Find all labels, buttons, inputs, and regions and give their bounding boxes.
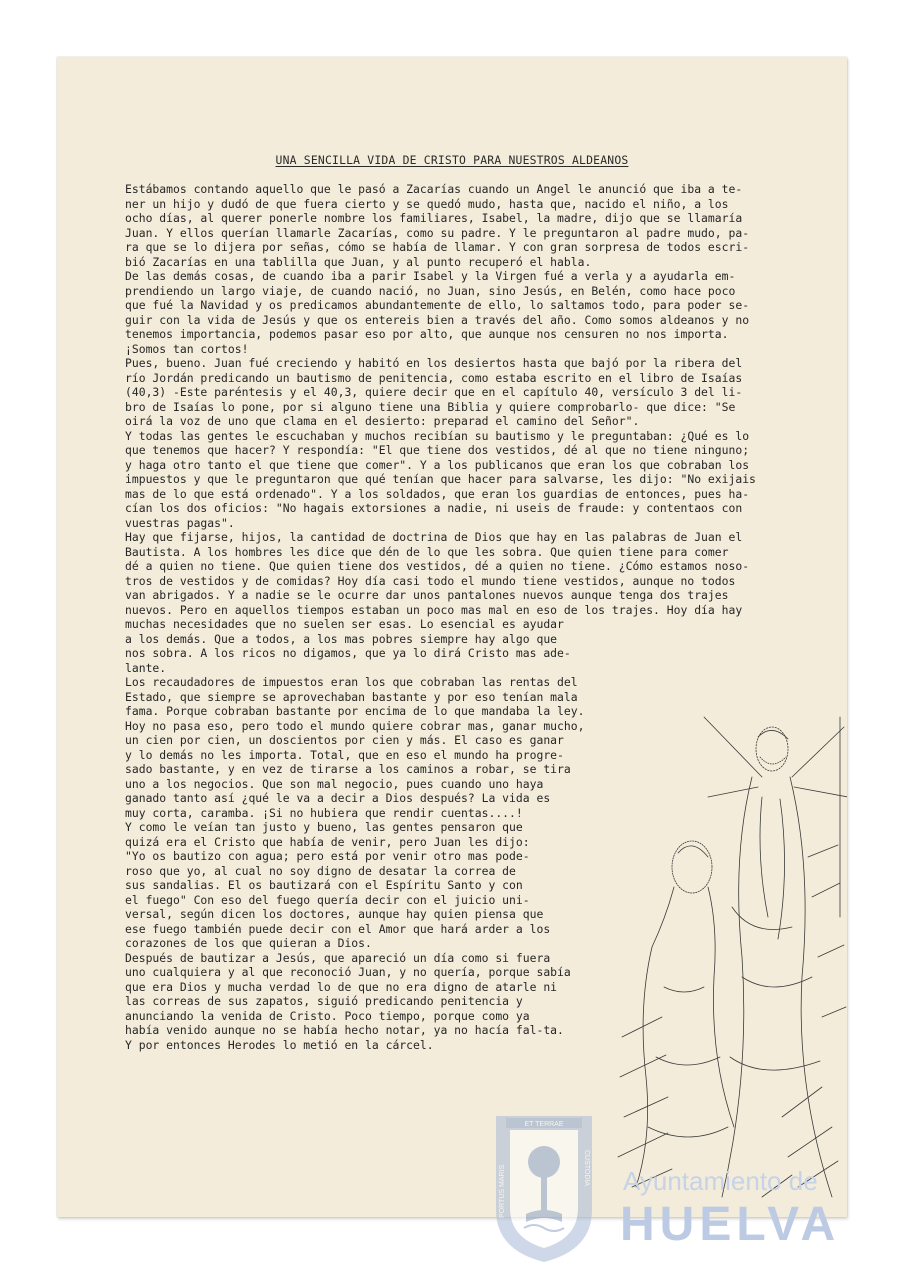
text-line: y lo demás no les importa. Total, que en eso el mundo ha progre- [125, 747, 564, 762]
text-line: uno a los negocios. Que son mal negocio, pues cuando uno haya [125, 776, 544, 791]
text-line: prendiendo un largo viaje, de cuando nació, no Juan, sino Jesús, en Belén, como hace poco [125, 283, 736, 298]
text-line: dé a quien no tiene. Que quien tiene dos vestidos, dé a quien no tiene. ¿Cómo estamos noso- [125, 559, 750, 573]
text-line: Y todas las gentes le escuchaban y muchos recibían su bautismo y le preguntaban: ¿Qué es lo [125, 428, 750, 443]
text-line: oirá la voz de uno que clama en el desierto: preparad el camino del Señor". [125, 414, 640, 428]
text-line: nos sobra. A los ricos no digamos, que ya lo dirá Cristo mas ade- [125, 646, 571, 660]
text-line: roso que yo, al cual no soy digno de desatar la correa de [125, 863, 516, 878]
text-line: muchas necesidades que no suelen ser esas. Lo esencial es ayudar [125, 617, 564, 631]
text-line: el fuego" Con eso del fuego quería decir con el juicio uni- [125, 892, 530, 907]
text-line: a los demás. Que a todos, a los mas pobres siempre hay algo que [125, 631, 558, 646]
document-page [57, 57, 847, 1217]
text-line: que tenemos que hacer? Y respondía: "El que tiene dos vestidos, dé al que no tiene ninguno; [125, 443, 750, 457]
text-line: ¡Somos tan cortos! [125, 341, 249, 356]
text-line: impuestos y que le preguntaron que qué tenían que hacer para salvarse, les dijo: "No exijais [125, 472, 756, 486]
text-line: lante. [125, 660, 167, 675]
shield-top-text: ET TERRAE [524, 1121, 564, 1128]
text-line: Y por entonces Herodes lo metió en la cárcel. [125, 1037, 434, 1052]
text-line: un cien por cien, un doscientos por cien y más. El caso es ganar [125, 733, 564, 747]
text-line: Y como le veían tan justo y bueno, las gentes pensaron que [125, 820, 523, 834]
text-line: ese fuego también puede decir con el Amor que hará arder a los [125, 921, 551, 936]
text-line: que era Dios y mucha verdad lo de que no era digno de atarle ni [125, 979, 558, 994]
text-line: Los recaudadores de impuestos eran los que cobraban las rentas del [125, 675, 578, 689]
text-line: "Yo os bautizo con agua; pero está por venir otro mas pode- [125, 849, 530, 863]
text-line: y haga otro tanto el que tiene que comer". Y a los publicanos que eran los que cobraban los [125, 457, 750, 472]
watermark [488, 1110, 841, 1270]
text-line: ganado tanto así ¿qué le va a decir a Dios después? La vida es [125, 791, 551, 805]
text-line: vuestras pagas". [125, 515, 235, 530]
text-line: Bautista. A los hombres les dice que dén de lo que les sobra. Que quien tiene para comer [125, 544, 729, 559]
text-line: río Jordán predicando un bautismo de penitencia, como estaba escrito en el libro de Isaías [125, 370, 743, 385]
text-line: bro de Isaías lo pone, por si alguno tiene una Biblia y quiere comprobarlo- que dice: "Se [125, 399, 736, 414]
watermark-line2: HUELVA [620, 1198, 841, 1251]
text-line: había venido aunque no se había hecho notar, ya no hacía fal-ta. [125, 1023, 564, 1037]
text-line: fama. Porque cobraban bastante por encima de lo que mandaba la ley. [125, 704, 585, 718]
text-line: que fué la Navidad y os predicamos abundantemente de ello, lo saltamos todo, para poder se- [125, 298, 750, 312]
text-line: Hoy no pasa eso, pero todo el mundo quiere cobrar mas, ganar mucho, [125, 718, 585, 733]
text-line: bió Zacarías en una tablilla que Juan, y al punto recuperó el habla. [125, 254, 592, 269]
text-line: Pues, bueno. Juan fué creciendo y habitó en los desiertos hasta que bajó por la ribera del [125, 356, 743, 370]
text-line: ra que se lo dijera por señas, cómo se había de llamar. Y con gran sorpresa de todos escri- [125, 240, 750, 254]
text-line: tros de vestidos y de comidas? Hoy día casi todo el mundo tiene vestidos, aunque no todos [125, 573, 736, 588]
text-line: mas de lo que está ordenado". Y a los soldados, que eran los guardias de entonces, pues ha- [125, 486, 750, 501]
text-line: Juan. Y ellos querían llamarle Zacarías, como su padre. Y le preguntaron al padre mudo, pa- [125, 225, 750, 240]
huelva-coat-of-arms-icon [488, 1110, 600, 1265]
shield-right-text: CUSTODIA [583, 1150, 590, 1187]
document-title: UNA SENCILLA VIDA DE CRISTO PARA NUESTROS ALDEANOS [275, 153, 629, 167]
text-line: sus sandalias. El os bautizará con el Espíritu Santo y con [125, 878, 523, 892]
text-line: muy corta, caramba. ¡Si no hubiera que rendir cuentas....! [125, 805, 523, 820]
text-line: ner un hijo y dudó de que fuera cierto y se quedó mudo, hasta que, nacido el niño, a los [125, 196, 729, 211]
shield-left-text: PORTUS MARIS [499, 1164, 506, 1218]
text-line: ocho días, al querer ponerle nombre los familiares, Isabel, la madre, dijo que se llamaría [125, 211, 743, 225]
text-line: sado bastante, y en vez de tirarse a los caminos a robar, se tira [125, 762, 571, 776]
text-line: van abrigados. Y a nadie se le ocurre dar unos pantalones nuevos aunque tenga dos trajes [125, 588, 729, 602]
text-line: (40,3) -Este paréntesis y el 40,3, quiere decir que en el capítulo 40, versículo 3 del li- [125, 385, 743, 399]
text-line: uno cualquiera y al que reconoció Juan, y no quería, porque sabía [125, 965, 571, 979]
text-line: las correas de sus zapatos, siguió predicando penitencia y [125, 994, 523, 1008]
text-line: guir con la vida de Jesús y que os entereis bien a través del año. Como somos aldeanos y no [125, 312, 750, 327]
text-line: nuevos. Pero en aquellos tiempos estaban un poco mas mal en eso de los trajes. Hoy día hay [125, 602, 743, 617]
text-line: versal, según dicen los doctores, aunque hay quien piensa que [125, 907, 544, 921]
text-line: cían los dos oficios: "No hagais extorsiones a nadie, ni useis de fraude: y contentaos con [125, 501, 743, 515]
text-line: De las demás cosas, de cuando iba a parir Isabel y la Virgen fué a verla y a ayudarla em- [125, 269, 736, 283]
text-line: Después de bautizar a Jesús, que apareció un día como si fuera [125, 950, 551, 965]
text-line: quizá era el Cristo que había de venir, pero Juan les dijo: [125, 834, 530, 849]
text-line: corazones de los que quieran a Dios. [125, 936, 372, 950]
watermark-line1: Ayuntamiento de [623, 1166, 818, 1196]
text-line: anunciando la venida de Cristo. Poco tiempo, porque como ya [125, 1008, 530, 1023]
text-line: tenemos importancia, podemos pasar eso por alto, que aunque nos censuren no nos importa. [125, 327, 729, 341]
text-line: Hay que fijarse, hijos, la cantidad de doctrina de Dios que hay en las palabras de Juan el [125, 530, 743, 544]
text-line: Estábamos contando aquello que le pasó a Zacarías cuando un Angel le anunció que iba a te- [125, 182, 743, 196]
text-line: Estado, que siempre se aprovechaban bastante y por eso tenían mala [125, 689, 578, 704]
